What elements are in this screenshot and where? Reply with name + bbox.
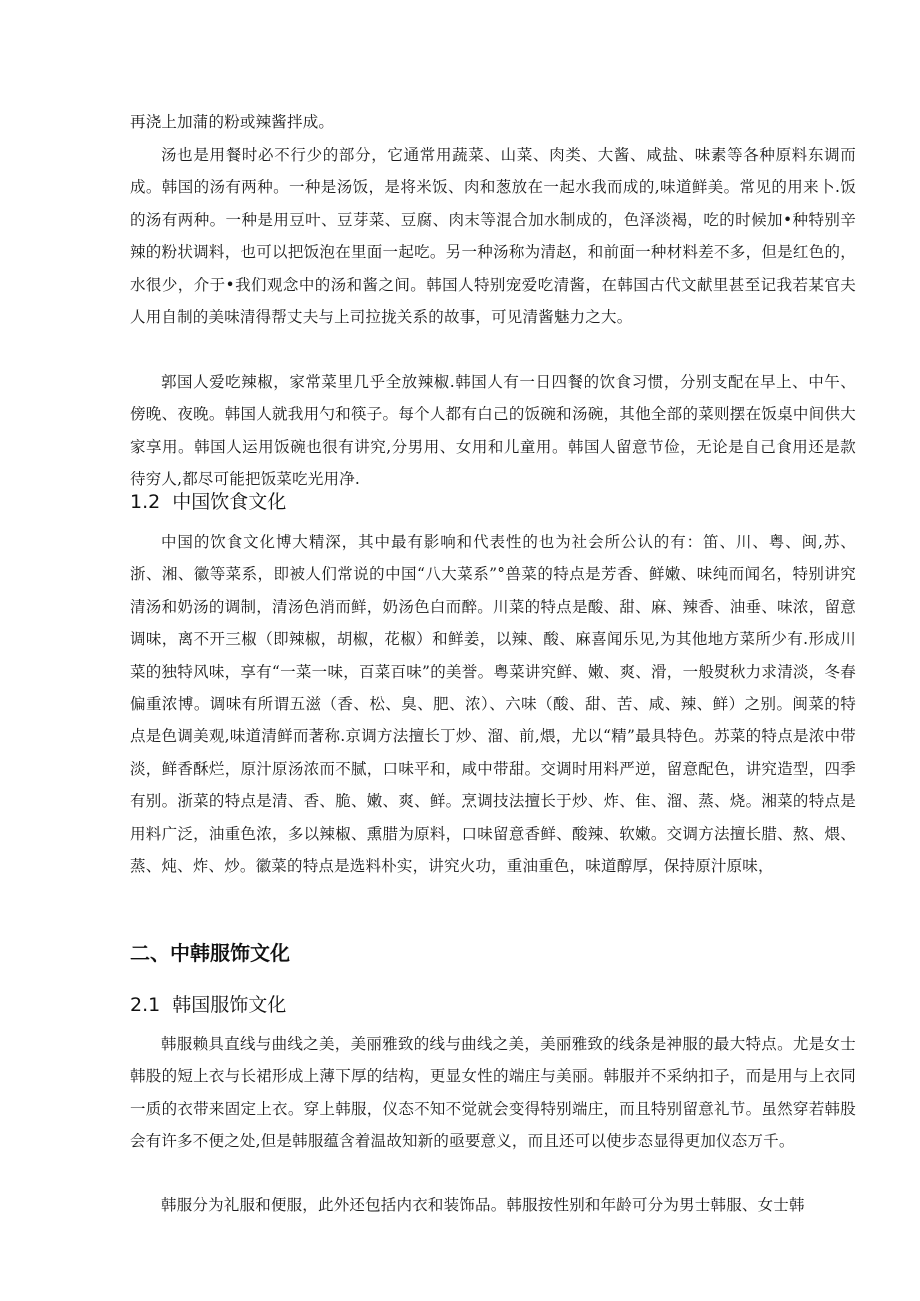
paragraph-hanbok-features: 韩服赖具直线与曲线之美，美丽雅致的线与曲线之美，美丽雅致的线条是神服的最大特点。尤是女士韩股的短上衣与长裙形成上薄下厚的结构，更显女性的端庄与美丽。韩服并不采纳扣子，而是用与上衣同一质的衣带来固定上衣。穿上韩服，仪态不知不觉就会变得特别端庄，而且特别留意礼节。虽然穿若韩股会有许多不便之处,但是韩服蕴含着温故知新的亟要意义，而且还可以使步态显得更加仪态万千。 xyxy=(130,1035,856,1151)
section-number: 1.2 xyxy=(130,491,161,513)
paragraph-korean-chili: 郭国人爱吃辣椒，家常菜里几乎全放辣椒.韩国人有一日四餐的饮食习惯，分别支配在早上、中午、傍晚、夜晚。韩国人就我用勺和筷子。每个人都有白己的饭碗和汤碗，其他全部的菜则摆在饭桌中间供大家享用。韩国人运用饭碗也很有讲究,分男用、女用和儿童用。韩国人留意节俭，无论是自己食用还是款待穷人,都尽可能把饭菜吃光用净. xyxy=(130,373,856,489)
chapter-heading-2: 二、中韩服饰文化 xyxy=(130,941,290,965)
paragraph-chinese-cuisine: 中国的饮食文化博大精深，其中最有影响和代表性的也为社会所公认的有：笛、川、粤、闽,苏、浙、湘、徽等菜系，即被人们常说的中国“八大菜系”°兽菜的特点是芳香、鲜嫩、味纯而闻名，特别讲究清汤和奶汤的调制，清汤色消而鲜，奶汤色白而醉。川菜的特点是酸、甜、麻、辣香、油垂、味浓，留意调味，离不开三椒（即辣椒，胡椒，花椒）和鲜姜，以辣、酸、麻喜闻乐见,为其他地方菜所少有.形成川菜的独特风味，享有“一菜一味，百菜百味”的美誉。粤菜讲究鲜、嫩、爽、滑，一般熨秋力求清淡，冬春偏重浓博。调味有所谓五滋（香、松、臭、肥、浓）、六味（酸、甜、苦、咸、辣、鲜）之别。闽菜的特点是色调美观,味道清鲜而著称.京调方法擅长丁炒、溜、前,煨，尤以“精”最具特色。苏菜的特点是浓中带淡，鲜香酥烂，原汁原汤浓而不腻，口味平和，咸中带甜。交调时用料严逆，留意配色，讲究造型，四季有别。浙菜的特点是清、香、脆、嫩、爽、鲜。烹调技法擅长于炒、炸、隹、溜、蒸、烧。湘菜的特点是用料广泛，油重色浓，多以辣椒、熏腊为原料，口味留意香鲜、酸辣、软嫩。交调方法擅长腊、熬、煨、蒸、炖、炸、炒。徽菜的特点是选料朴实，讲究火功，重油重色，味道醇厚，保持原汁原味， xyxy=(130,533,856,876)
section-heading-2-1 xyxy=(130,992,286,1018)
paragraph-hanbok-types: 韩服分为礼服和便服，此外还包括内衣和装饰品。韩服按性别和年龄可分为男士韩服、女士韩 xyxy=(161,1196,805,1214)
section-title: 中国饮食文化 xyxy=(172,491,287,513)
paragraph-korean-soup: 汤也是用餐时必不行少的部分，它通常用蔬菜、山菜、肉类、大酱、咸盐、味素等各种原料东调而成。韩国的汤有两种。一种是汤饭，是将米饭、肉和葱放在一起水我而成的,味道鲜美。常见的用来卜.饭的汤有两种。一种是用豆叶、豆芽菜、豆腐、肉末等混合加水制成的，色泽淡褐，吃的时候加•种特别辛辣的粉状调料，也可以把饭泡在里面一起吃。另一种汤称为清赵，和前面一种材料差不多，但是红色的，水很少，介于•我们观念中的汤和酱之间。韩国人特别宠爱吃清酱，在韩国古代文献里甚至记我若某官夫人用自制的美味清得帮丈夫与上司拉拢关系的故事，可见清酱魅力之大。 xyxy=(130,146,856,327)
section-number: 2.1 xyxy=(130,994,161,1016)
section-title: 韩国服饰文化 xyxy=(172,994,287,1016)
section-heading-1-2 xyxy=(130,489,286,515)
paragraph-korean-food-end: 再浇上加蒲的粉或辣酱拌成。 xyxy=(130,113,335,131)
